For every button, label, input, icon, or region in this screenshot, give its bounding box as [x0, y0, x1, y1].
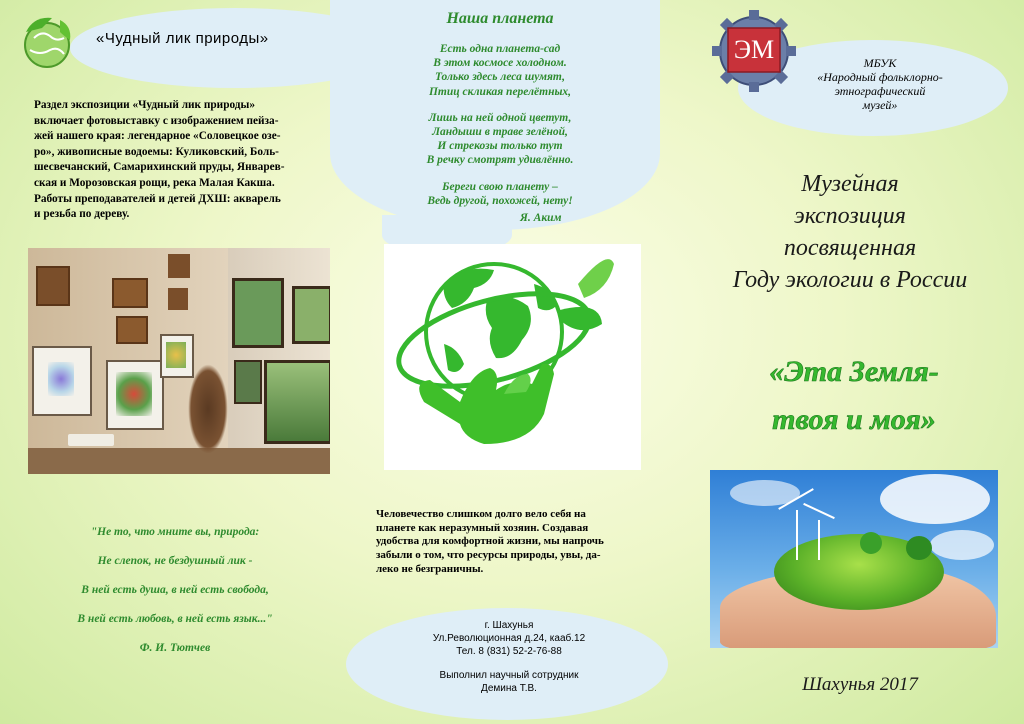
heading-line: Году экологии в России: [732, 267, 968, 293]
paragraph-line: леко не безграничны.: [376, 562, 484, 575]
globe-in-hand-illustration: [384, 244, 641, 470]
poem-line: В этом космосе холодном.: [433, 57, 567, 70]
description-line: Работы преподавателей и детей ДХШ: акварель: [34, 192, 281, 205]
poem-line: Есть одна планета-сад: [439, 43, 561, 55]
poem-title: Наша планета: [446, 10, 554, 27]
human-nature-paragraph: [376, 508, 666, 577]
org-line: музей»: [862, 98, 898, 112]
earth-in-hand-photo: [710, 470, 998, 648]
left-description: [34, 98, 334, 223]
earth-globe-icon: [16, 12, 78, 74]
description-line: жей нашего края: легендарное «Соловецкое озе-: [34, 130, 281, 143]
quote-line: Не слепок, не бездушный лик -: [97, 555, 253, 567]
poem-line: Ведь другой, похожей, нету!: [427, 194, 573, 207]
heading-line: экспозиция: [794, 203, 906, 229]
logo-letters: ЭМ: [733, 35, 775, 64]
description-line: ро», живописные водоемы: Куликовский, Боль-: [34, 145, 279, 158]
heading-line: Музейная: [801, 171, 899, 197]
tyutchev-quote: [30, 518, 320, 663]
poem-line: Ландыши в траве зелёной,: [432, 126, 568, 139]
quote-line: В ней есть душа, в ней есть свобода,: [81, 584, 269, 596]
credits-role: Выполнил научный сотрудник: [439, 670, 579, 682]
exhibition-heading: [700, 168, 1000, 296]
exhibition-photo: [28, 248, 330, 474]
poem-line: Лишь на ней одной цветут,: [428, 111, 572, 124]
poem-line: И стрекозы только тут: [437, 140, 563, 153]
description-line: Раздел экспозиции «Чудный лик природы»: [34, 99, 255, 111]
description-line: шесвечанский, Самарихинский пруды, Январев-: [34, 161, 285, 174]
exhibition-title: [704, 348, 1004, 444]
phone: Тел. 8 (831) 52-2-76-88: [456, 645, 562, 657]
poem-line: Только здесь леса шумят,: [434, 71, 566, 84]
org-name: [790, 56, 970, 112]
description-line: включает фотовыставку с изображением пейза-: [34, 114, 279, 127]
poem-line: Береги свою планету –: [442, 180, 558, 193]
quote-line: "Не то, что мните вы, природа:: [90, 526, 260, 538]
paragraph-line: Человечество слишком долго вело себя на: [376, 508, 586, 520]
description-line: ская и Морозовская рощи, река Малая Какша.: [34, 176, 275, 189]
title-line: твоя и моя»: [772, 403, 936, 436]
poem-line: В речку смотрят удивлённо.: [426, 154, 574, 167]
museum-logo: [708, 10, 800, 92]
paragraph-line: забыли о том, что ресурсы природы, увы, да-: [376, 549, 601, 562]
poem-line: Птиц скликая перелётных,: [428, 85, 572, 98]
quote-line: В ней есть любовь, в ней есть язык...": [77, 613, 273, 625]
footer-place-year: Шахунья 2017: [802, 674, 918, 695]
heading-line: посвященная: [783, 235, 917, 261]
contact-info: [400, 620, 618, 696]
org-line: «Народный фольклорно-: [817, 70, 943, 84]
paragraph-line: удобства для комфортной жизни, мы напрочь: [376, 535, 604, 548]
section-title: «Чудный лик природы»: [96, 30, 269, 47]
quote-author: Ф. И. Тютчев: [139, 642, 211, 654]
poem-author: Я. Аким: [520, 212, 562, 224]
org-line: этнографический: [834, 84, 926, 98]
poem: [380, 42, 620, 208]
city: г. Шахунья: [484, 620, 534, 631]
paragraph-line: планете как неразумный хозяин. Создавая: [376, 521, 589, 534]
street-address: Ул.Революционная д.24, кааб.12: [432, 632, 586, 644]
description-line: и резьба по дереву.: [34, 208, 130, 221]
org-line: МБУК: [863, 56, 897, 70]
title-line: «Эта Земля-: [769, 355, 939, 388]
credits-name: Демина Т.В.: [481, 683, 537, 695]
